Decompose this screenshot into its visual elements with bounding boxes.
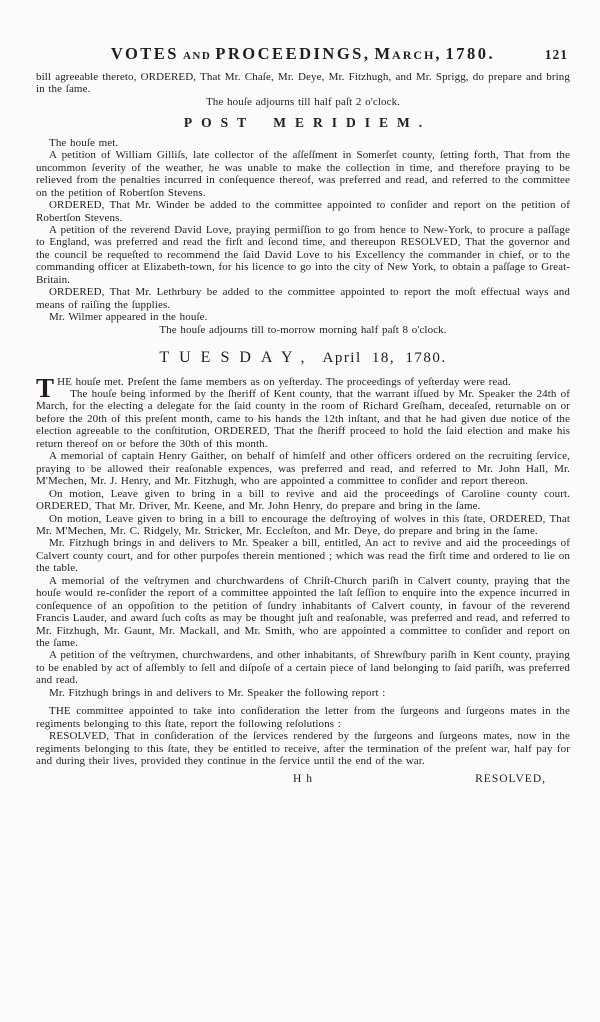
page-body (36, 71, 570, 768)
date-heading (36, 349, 570, 367)
page-footer (36, 773, 570, 787)
paragraph: A petition of the veſtrymen, churchwardens, and other inhabitants, of Shrewſbury pariſh in Kent county, praying to be enabled by act of aſſembly to ſell and diſpoſe of a certain piece of land belonging to ſaid pariſh, was preferred and read. (36, 649, 570, 687)
running-title-month: March, (374, 44, 442, 63)
paragraph: The houſe met. (49, 136, 119, 149)
paragraph: On motion, Leave given to bring in a bill to encourage the deſtroying of wolves in this ſtate, ORDERED, That Mr. M'Mechen, Mr. C. Ridgely, Mr. Stricker, Mr. Eccleſton, and Mr. Deye, do prepare and bring in the ſame. (36, 512, 570, 537)
paragraph: A memorial of captain Henry Gaither, on behalf of himſelf and other officers ordered on the recruiting ſervice, praying to be allowed their reaſonable expences, was preferred and read, and referred to Mr. John Hall, Mr. M'Mechen, Mr. J. Henry, and Mr. Fitzhugh, who are appointed a committee to conſider and report thereon. (36, 450, 570, 488)
paragraph: Mr. Fitzhugh brings in and delivers to Mr. Speaker the following report : (49, 686, 386, 699)
dropcap-paragraph (36, 372, 570, 403)
running-title-proceedings: PROCEEDINGS, (215, 44, 371, 63)
date-heading-day: TUESDAY, (159, 349, 315, 367)
paragraph: Mr. Wilmer appeared in the houſe. (49, 311, 208, 324)
catchword: RESOLVED, (475, 772, 546, 785)
signature-mark: H h (293, 772, 313, 785)
adjournment-line: The houſe adjourns till half paſt 2 o'clock. (205, 95, 401, 108)
paragraph: ORDERED, That Mr. Lethrbury be added to the committee appointed to report the moſt effectual ways and means of raiſing the ſupplies. (36, 286, 570, 311)
paragraph: The houſe being informed by the ſheriff of Kent county, that the warrant iſſued by Mr. Speaker the 24th of March, for the electing a delegate for the ſaid county in the room of Richard Greſham, deceaſed, returnable on or before the 20th of this preſent month, came to his hands the 12th inſtant, and that he had given due notice of the election agreeable to the conſtitution, ORDERED, That the ſheriff proceed to hold the ſaid election and make his return thereof on or before the 30th of this month. (36, 387, 570, 450)
paragraph: A petition of William Gilliſs, late collector of the aſſeſſment in Somerſet county, ſetting forth, That from the uncommon ſeverity of the weather, he was unable to make the collection in time, and therefore praying to be relieved from the penalties incurred in conſequence thereof, was preferred and read, and referred to the committee on the petition of Robertſon Stevens. (36, 149, 570, 199)
paragraph: On motion, Leave given to bring in a bill to revive and aid the proceedings of Caroline county court. ORDERED, That Mr. Driver, Mr. Keene, and Mr. John Henry, do prepare and bring in the ſame. (36, 487, 570, 513)
paragraph: Mr. Fitzhugh brings in and delivers to Mr. Speaker a bill, entitled, An act to revive and aid the proceedings of Calvert county court, and for other purpoſes therein mentioned ; which was read the firſt time and ordered to lie on the table. (36, 537, 570, 575)
paragraph-text: HE houſe met. Preſent the ſame members as on yeſterday. The proceedings of yeſterday were read. (57, 375, 511, 388)
running-title-year: 1780. (445, 44, 496, 63)
section-heading: POST MERIDIEM. (183, 115, 432, 131)
paragraph: A petition of the reverend David Love, praying permiſſion to go from hence to New-York, to procure a paſſage to England, was preferred and read the firſt and ſecond time, and thereupon RESOLVED, That the governor and the council be requeſted to recommend the ſaid David Love to his Excellency the commander in chief, or to the commanding officer at Elizabeth-town, for his licence to go into the city of New York, to obtain a paſſage to Great-Britain. (36, 223, 570, 286)
date-heading-date: April 18, 1780. (322, 350, 447, 367)
running-title-and: AND (182, 50, 212, 62)
dropcap-initial: T (36, 372, 55, 403)
page-header (36, 44, 570, 64)
paragraph: THE committee appointed to take into conſideration the letter from the ſurgeons and ſurgeons mates in the regiments belonging to this ſtate, report the following reſolutions : (36, 705, 570, 730)
continuation-paragraph: bill agreeable thereto, ORDERED, That Mr. Chaſe, Mr. Deye, Mr. Fitzhugh, and Mr. Sprigg, do prepare and bring in the ſame. (36, 71, 570, 96)
paragraph: A memorial of the veſtrymen and churchwardens of Chriſt-Church pariſh in Calvert county, praying that the houſe would re-conſider the report of a committee appointed the laſt ſeſſion to enquire into the expence incurred in conſequence of an oppoſition to the petition of ſundry inhabitants of Calvert county, in favour of the reverend Francis Lauder, and award ſuch coſts as may be thought juſt and reaſonable, was preferred and read, and referred to Mr. Fitzhugh, Mr. Gaunt, Mr. Mackall, and Mr. Smith, who are appointed a committee to conſider and report on the ſame. (36, 574, 570, 650)
running-title-votes: VOTES (110, 44, 179, 63)
paragraph: ORDERED, That Mr. Winder be added to the committee appointed to conſider and report on the petition of Robertſon Stevens. (36, 199, 570, 224)
page-number: 121 (544, 47, 568, 62)
paragraph: RESOLVED, That in conſideration of the ſervices rendered by the ſurgeons and ſurgeons mates, now in the regiments belonging to this ſtate, they be entitled to receive, after the termination of the preſent war, half pay for and during their lives, provided they continue in the ſervice until the end of the war. (36, 730, 570, 768)
adjournment-line: The houſe adjourns till to-morrow morning half paſt 8 o'clock. (159, 323, 447, 336)
